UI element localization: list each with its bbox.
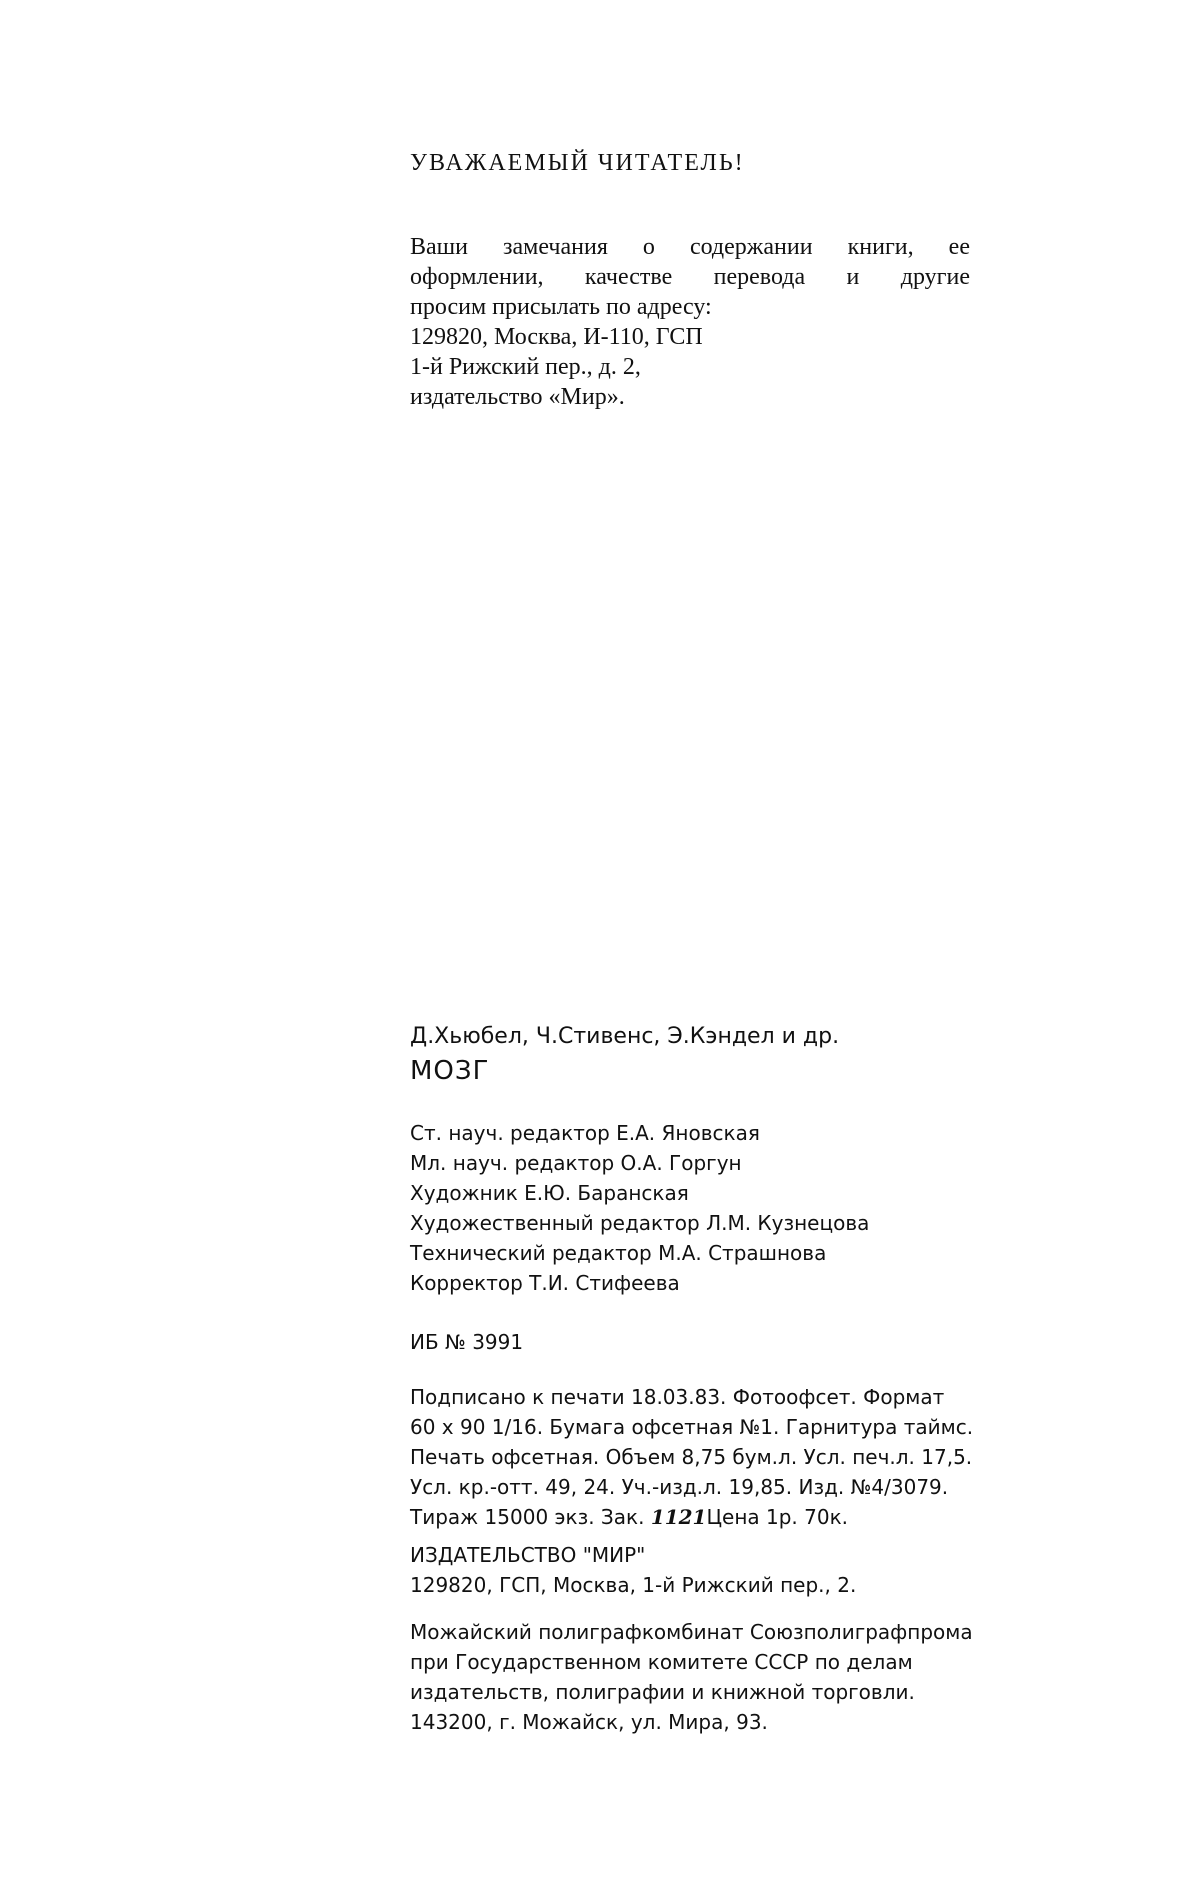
staff-line: Художественный редактор Л.М. Кузнецова bbox=[410, 1211, 870, 1235]
book-title: МОЗГ bbox=[410, 1056, 490, 1086]
print-info-line: Усл. кр.-отт. 49, 24. Уч.-изд.л. 19,85. Изд. №4/3079. bbox=[410, 1475, 949, 1499]
publisher-address: 129820, ГСП, Москва, 1-й Рижский пер., 2. bbox=[410, 1573, 857, 1597]
print-info-line bbox=[410, 1502, 1050, 1532]
print-info-line: Печать офсетная. Объем 8,75 бум.л. Усл. печ.л. 17,5. bbox=[410, 1445, 973, 1469]
reader-heading: УВАЖАЕМЫЙ ЧИТАТЕЛЬ! bbox=[410, 150, 745, 176]
print-info-line: 60 x 90 1/16. Бумага офсетная №1. Гарнитура таймс. bbox=[410, 1415, 974, 1439]
staff-line: Технический редактор М.А. Страшнова bbox=[410, 1241, 827, 1265]
printer-line: 143200, г. Можайск, ул. Мира, 93. bbox=[410, 1710, 768, 1734]
reader-note-line: просим присылать по адресу: bbox=[410, 294, 712, 320]
book-authors: Д.Хьюбел, Ч.Стивенс, Э.Кэндел и др. bbox=[410, 1024, 840, 1049]
printer-info bbox=[410, 1617, 1050, 1737]
publisher-name: ИЗДАТЕЛЬСТВО "МИР" bbox=[410, 1543, 646, 1567]
publisher-info bbox=[410, 1540, 1050, 1600]
staff-line: Художник Е.Ю. Баранская bbox=[410, 1181, 689, 1205]
reader-note-line: 129820, Москва, И-110, ГСП bbox=[410, 324, 703, 350]
reader-note-line: Ваши замечания о содержании книги, ее bbox=[410, 234, 970, 260]
reader-note-line: издательство «Мир». bbox=[410, 384, 625, 410]
order-number: 1121 bbox=[650, 1505, 707, 1529]
ib-number: ИБ № 3991 bbox=[410, 1330, 524, 1354]
reader-note-line: оформлении, качестве перевода и другие bbox=[410, 264, 970, 290]
print-run: Тираж 15000 экз. Зак. bbox=[410, 1505, 645, 1529]
print-info bbox=[410, 1382, 1050, 1532]
printer-line: при Государственном комитете СССР по делам bbox=[410, 1650, 913, 1674]
reader-note-line: 1-й Рижский пер., д. 2, bbox=[410, 354, 641, 380]
printer-line: Можайский полиграфкомбинат Союзполиграфпрома bbox=[410, 1620, 973, 1644]
editorial-staff bbox=[410, 1118, 1050, 1298]
staff-line: Ст. науч. редактор Е.А. Яновская bbox=[410, 1121, 760, 1145]
print-info-line: Подписано к печати 18.03.83. Фотоофсет. Формат bbox=[410, 1385, 945, 1409]
reader-note bbox=[410, 232, 1050, 412]
book-credits bbox=[410, 1020, 1050, 1088]
price: Цена 1р. 70к. bbox=[706, 1505, 849, 1529]
staff-line: Корректор Т.И. Стифеева bbox=[410, 1271, 680, 1295]
staff-line: Мл. науч. редактор О.А. Горгун bbox=[410, 1151, 742, 1175]
printer-line: издательств, полиграфии и книжной торговли. bbox=[410, 1680, 915, 1704]
